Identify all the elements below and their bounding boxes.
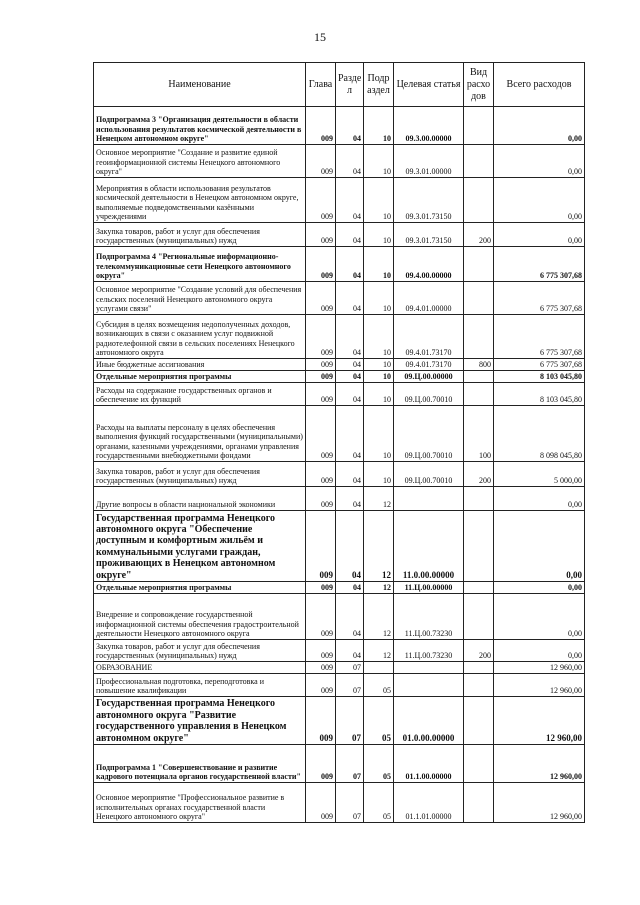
row-statya: 11.Ц.00.00000 bbox=[394, 582, 464, 594]
row-statya: 01.0.00.00000 bbox=[394, 697, 464, 745]
row-name: Расходы на содержание государственных органов и обеспечение их функций bbox=[94, 383, 306, 406]
table-row bbox=[94, 662, 585, 674]
row-razdel: 04 bbox=[336, 315, 364, 359]
row-statya bbox=[394, 662, 464, 674]
row-razdel: 07 bbox=[336, 674, 364, 697]
row-vid bbox=[464, 178, 494, 223]
row-name: Расходы на выплаты персоналу в целях обеспечения выполнения функций государственными (муниципальными) органами, казенными учреждениями, органами управления государственными внебюджетными фондами bbox=[94, 406, 306, 462]
row-sum: 0,00 bbox=[494, 582, 585, 594]
row-sum: 12 960,00 bbox=[494, 745, 585, 783]
row-podrazdel: 12 bbox=[364, 640, 394, 662]
row-name: Подпрограмма 4 "Региональные информационно-телекоммуникационные сети Ненецкого автономного округа" bbox=[94, 247, 306, 282]
row-vid bbox=[464, 697, 494, 745]
row-glava: 009 bbox=[306, 371, 336, 383]
table-row bbox=[94, 745, 585, 783]
table-row bbox=[94, 674, 585, 697]
row-name: ОБРАЗОВАНИЕ bbox=[94, 662, 306, 674]
row-statya: 01.1.01.00000 bbox=[394, 783, 464, 823]
table-row bbox=[94, 178, 585, 223]
row-razdel: 04 bbox=[336, 487, 364, 511]
header-podrazdel: Подр аздел bbox=[364, 63, 394, 107]
row-vid bbox=[464, 511, 494, 582]
row-podrazdel: 10 bbox=[364, 223, 394, 247]
row-podrazdel: 05 bbox=[364, 674, 394, 697]
row-podrazdel bbox=[364, 662, 394, 674]
row-name: Основное мероприятие "Создание и развитие единой геоинформационной системы Ненецкого автономного округа" bbox=[94, 145, 306, 178]
table-row bbox=[94, 487, 585, 511]
row-sum: 12 960,00 bbox=[494, 662, 585, 674]
table-header-row bbox=[94, 63, 585, 107]
budget-table bbox=[93, 62, 585, 823]
row-statya: 09.Ц.00.00000 bbox=[394, 371, 464, 383]
table-row bbox=[94, 462, 585, 487]
row-vid: 200 bbox=[464, 640, 494, 662]
row-statya: 09.3.01.00000 bbox=[394, 145, 464, 178]
row-razdel: 04 bbox=[336, 359, 364, 371]
row-glava: 009 bbox=[306, 145, 336, 178]
row-glava: 009 bbox=[306, 406, 336, 462]
row-name: Государственная программа Ненецкого автономного округа "Обеспечение доступным и комфортным жильём и коммунальными услугами граждан, проживающих в Ненецком автономном округе" bbox=[94, 511, 306, 582]
row-vid bbox=[464, 383, 494, 406]
row-vid bbox=[464, 371, 494, 383]
row-sum: 12 960,00 bbox=[494, 783, 585, 823]
row-razdel: 04 bbox=[336, 511, 364, 582]
table-row bbox=[94, 783, 585, 823]
row-statya: 01.1.00.00000 bbox=[394, 745, 464, 783]
row-name: Закупка товаров, работ и услуг для обеспечения государственных (муниципальных) нужд bbox=[94, 640, 306, 662]
row-vid: 100 bbox=[464, 406, 494, 462]
row-statya bbox=[394, 487, 464, 511]
row-glava: 009 bbox=[306, 383, 336, 406]
row-sum: 12 960,00 bbox=[494, 674, 585, 697]
table-row bbox=[94, 640, 585, 662]
row-razdel: 04 bbox=[336, 406, 364, 462]
row-razdel: 04 bbox=[336, 582, 364, 594]
row-sum: 0,00 bbox=[494, 640, 585, 662]
row-sum: 0,00 bbox=[494, 145, 585, 178]
row-vid: 200 bbox=[464, 223, 494, 247]
header-vid: Вид расхо дов bbox=[464, 63, 494, 107]
row-glava: 009 bbox=[306, 582, 336, 594]
header-razdel: Разде л bbox=[336, 63, 364, 107]
table-row bbox=[94, 359, 585, 371]
row-podrazdel: 05 bbox=[364, 783, 394, 823]
row-statya: 09.3.01.73150 bbox=[394, 178, 464, 223]
row-podrazdel: 10 bbox=[364, 178, 394, 223]
row-glava: 009 bbox=[306, 697, 336, 745]
header-statya: Целевая статья bbox=[394, 63, 464, 107]
row-podrazdel: 10 bbox=[364, 462, 394, 487]
row-statya: 11.0.00.00000 bbox=[394, 511, 464, 582]
row-name: Отдельные мероприятия программы bbox=[94, 582, 306, 594]
row-name: Отдельные мероприятия программы bbox=[94, 371, 306, 383]
row-glava: 009 bbox=[306, 359, 336, 371]
row-podrazdel: 10 bbox=[364, 247, 394, 282]
row-vid: 200 bbox=[464, 462, 494, 487]
row-glava: 009 bbox=[306, 640, 336, 662]
table-row bbox=[94, 223, 585, 247]
row-podrazdel: 10 bbox=[364, 282, 394, 315]
row-vid bbox=[464, 282, 494, 315]
row-podrazdel: 12 bbox=[364, 511, 394, 582]
row-glava: 009 bbox=[306, 282, 336, 315]
row-sum: 8 103 045,80 bbox=[494, 371, 585, 383]
row-glava: 009 bbox=[306, 247, 336, 282]
row-glava: 009 bbox=[306, 662, 336, 674]
row-sum: 12 960,00 bbox=[494, 697, 585, 745]
row-sum: 6 775 307,68 bbox=[494, 247, 585, 282]
row-glava: 009 bbox=[306, 594, 336, 640]
row-glava: 009 bbox=[306, 107, 336, 145]
row-podrazdel: 12 bbox=[364, 594, 394, 640]
row-sum: 6 775 307,68 bbox=[494, 282, 585, 315]
row-vid bbox=[464, 315, 494, 359]
row-vid bbox=[464, 107, 494, 145]
row-razdel: 04 bbox=[336, 462, 364, 487]
table-row bbox=[94, 107, 585, 145]
row-podrazdel: 10 bbox=[364, 383, 394, 406]
row-glava: 009 bbox=[306, 487, 336, 511]
row-vid bbox=[464, 487, 494, 511]
table-row bbox=[94, 582, 585, 594]
row-name: Закупка товаров, работ и услуг для обеспечения государственных (муниципальных) нужд bbox=[94, 462, 306, 487]
row-podrazdel: 10 bbox=[364, 145, 394, 178]
row-glava: 009 bbox=[306, 315, 336, 359]
table-row bbox=[94, 247, 585, 282]
row-razdel: 04 bbox=[336, 107, 364, 145]
row-razdel: 04 bbox=[336, 178, 364, 223]
row-sum: 0,00 bbox=[494, 223, 585, 247]
row-statya: 09.4.01.00000 bbox=[394, 282, 464, 315]
row-name: Основное мероприятие "Создание условий для обеспечения сельских поселений Ненецкого автономного округа услугами связи" bbox=[94, 282, 306, 315]
table-row bbox=[94, 406, 585, 462]
row-statya: 09.4.00.00000 bbox=[394, 247, 464, 282]
row-name: Подпрограмма 1 "Совершенствование и развитие кадрового потенциала органов государственной власти" bbox=[94, 745, 306, 783]
row-name: Подпрограмма 3 "Организация деятельности в области использования результатов космической деятельности в Ненецком автономном округе" bbox=[94, 107, 306, 145]
table-row bbox=[94, 282, 585, 315]
row-statya: 09.Ц.00.70010 bbox=[394, 406, 464, 462]
row-name: Закупка товаров, работ и услуг для обеспечения государственных (муниципальных) нужд bbox=[94, 223, 306, 247]
row-sum: 6 775 307,68 bbox=[494, 359, 585, 371]
table-row bbox=[94, 145, 585, 178]
table-row bbox=[94, 371, 585, 383]
row-name: Профессиональная подготовка, переподготовка и повышение квалификации bbox=[94, 674, 306, 697]
row-vid bbox=[464, 594, 494, 640]
row-sum: 6 775 307,68 bbox=[494, 315, 585, 359]
row-podrazdel: 10 bbox=[364, 315, 394, 359]
row-glava: 009 bbox=[306, 462, 336, 487]
row-sum: 8 098 045,80 bbox=[494, 406, 585, 462]
row-name: Другие вопросы в области национальной экономики bbox=[94, 487, 306, 511]
row-sum: 0,00 bbox=[494, 178, 585, 223]
table-row bbox=[94, 511, 585, 582]
row-sum: 5 000,00 bbox=[494, 462, 585, 487]
row-podrazdel: 05 bbox=[364, 697, 394, 745]
row-statya: 09.Ц.00.70010 bbox=[394, 383, 464, 406]
row-razdel: 04 bbox=[336, 383, 364, 406]
row-podrazdel: 05 bbox=[364, 745, 394, 783]
table-row bbox=[94, 383, 585, 406]
row-podrazdel: 12 bbox=[364, 487, 394, 511]
row-podrazdel: 10 bbox=[364, 107, 394, 145]
row-razdel: 04 bbox=[336, 282, 364, 315]
header-glava: Глава bbox=[306, 63, 336, 107]
row-glava: 009 bbox=[306, 674, 336, 697]
row-sum: 0,00 bbox=[494, 594, 585, 640]
row-name: Иные бюджетные ассигнования bbox=[94, 359, 306, 371]
row-vid bbox=[464, 247, 494, 282]
row-statya: 11.Ц.00.73230 bbox=[394, 640, 464, 662]
row-razdel: 04 bbox=[336, 223, 364, 247]
row-sum: 0,00 bbox=[494, 511, 585, 582]
row-statya: 09.4.01.73170 bbox=[394, 315, 464, 359]
row-razdel: 04 bbox=[336, 145, 364, 178]
row-podrazdel: 12 bbox=[364, 582, 394, 594]
row-podrazdel: 10 bbox=[364, 406, 394, 462]
row-vid bbox=[464, 674, 494, 697]
row-podrazdel: 10 bbox=[364, 359, 394, 371]
row-sum: 0,00 bbox=[494, 107, 585, 145]
table-row bbox=[94, 315, 585, 359]
row-razdel: 07 bbox=[336, 697, 364, 745]
header-name: Наименование bbox=[94, 63, 306, 107]
row-statya: 09.3.00.00000 bbox=[394, 107, 464, 145]
page-number: 15 bbox=[314, 30, 326, 44]
row-name: Внедрение и сопровождение государственной информационной системы обеспечения градостроительной деятельности Ненецкого автономного округа bbox=[94, 594, 306, 640]
row-vid bbox=[464, 145, 494, 178]
row-vid bbox=[464, 783, 494, 823]
row-vid bbox=[464, 662, 494, 674]
row-name: Мероприятия в области использования результатов космической деятельности в Ненецком автономном округе, выполняемые подведомственными казёнными учреждениями bbox=[94, 178, 306, 223]
row-razdel: 07 bbox=[336, 662, 364, 674]
row-statya bbox=[394, 674, 464, 697]
row-sum: 8 103 045,80 bbox=[494, 383, 585, 406]
row-razdel: 07 bbox=[336, 783, 364, 823]
row-glava: 009 bbox=[306, 178, 336, 223]
row-podrazdel: 10 bbox=[364, 371, 394, 383]
table-row bbox=[94, 697, 585, 745]
row-sum: 0,00 bbox=[494, 487, 585, 511]
row-name: Основное мероприятие "Профессиональное развитие в исполнительных органах государственной власти Ненецкого автономного округа" bbox=[94, 783, 306, 823]
row-name: Государственная программа Ненецкого автономного округа "Развитие государственного управления в Ненецком автономном округе" bbox=[94, 697, 306, 745]
row-razdel: 04 bbox=[336, 594, 364, 640]
row-statya: 11.Ц.00.73230 bbox=[394, 594, 464, 640]
row-razdel: 04 bbox=[336, 640, 364, 662]
row-vid bbox=[464, 582, 494, 594]
row-glava: 009 bbox=[306, 783, 336, 823]
table-row bbox=[94, 594, 585, 640]
row-razdel: 04 bbox=[336, 371, 364, 383]
row-glava: 009 bbox=[306, 223, 336, 247]
header-sum: Всего расходов bbox=[494, 63, 585, 107]
row-name: Субсидия в целях возмещения недополученных доходов, возникающих в связи с оказанием услуг подвижной радиотелефонной связи в сельских поселениях Ненецкого автономного округа bbox=[94, 315, 306, 359]
row-razdel: 04 bbox=[336, 247, 364, 282]
row-vid bbox=[464, 745, 494, 783]
row-razdel: 07 bbox=[336, 745, 364, 783]
row-statya: 09.3.01.73150 bbox=[394, 223, 464, 247]
row-glava: 009 bbox=[306, 745, 336, 783]
row-statya: 09.Ц.00.70010 bbox=[394, 462, 464, 487]
row-glava: 009 bbox=[306, 511, 336, 582]
row-statya: 09.4.01.73170 bbox=[394, 359, 464, 371]
row-vid: 800 bbox=[464, 359, 494, 371]
